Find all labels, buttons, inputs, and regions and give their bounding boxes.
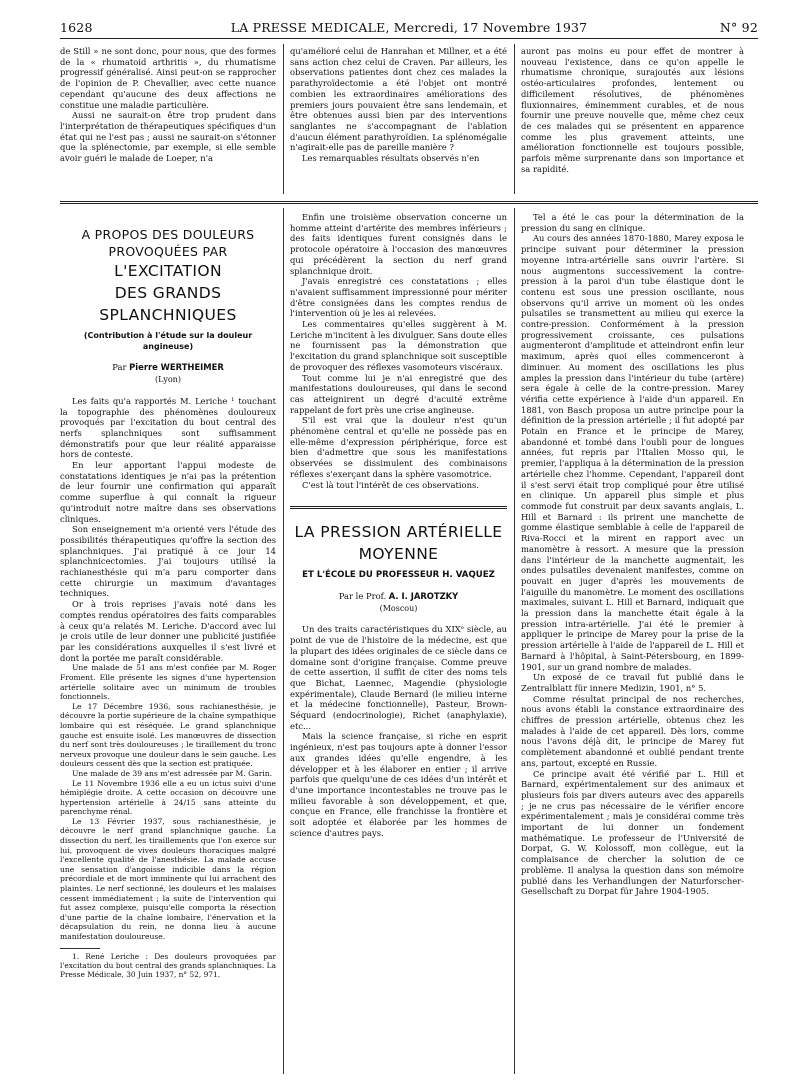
title-line: MOYENNE [358,545,439,564]
article-body-continued [521,212,744,897]
title-line: PROVOQUÉES PAR [108,244,228,259]
paragraph: Son enseignement m'a orienté vers l'étude des possibilités thérapeutiques qu'offre la section des splanchniques. J'ai pratiqué à ce jour 14 splanchnicectomies. J'ai toujours utilisé la rachianesthésie qui m'a paru comporter dans cette chirurgie un maximum d'avantages techniques. [60,524,276,599]
top-column-3 [521,46,744,196]
paragraph: C'est là tout l'intérêt de ces observations. [302,479,479,490]
paragraph: Le 11 Novembre 1936 elle a eu un ictus suivi d'une hémiplégie droite. A cette occasion on découvre une hypertension artérielle à 24/15 sans atteinte du parenchyme rénal. [60,778,276,817]
header-rule [60,38,758,39]
paragraph: En leur apportant l'appui modeste de constatations identiques je n'ai pas la prétention de leur fournir une confirmation qui apparaît comme superflue à qui connaît la rigueur qu'introduit notre maître dans ses observations cliniques. [60,460,276,524]
author-prefix: Par le Prof. [338,590,387,601]
paragraph: Mais la science française, si riche en esprit ingénieux, n'est pas toujours apte à donner l'essor aux grandes idées qu'elle engendre, à les développer et à les élaborer en entier ; il arrive parfois que quelqu'une de ces idées d'un intérêt et d'une importance incontestables ne trouve pas le milieu favorable à son développement, et que, conçue en France, elle franchisse la frontière et soit adoptée et élaborée par les hommes de science d'autres pays. [290,731,507,838]
paragraph: Au cours des années 1870-1880, Marey exposa le principe suivant pour déterminer la pression moyenne intra-artérielle sans ouvrir l'artère. Si nous augmentons successivement la contre-pression à la paroi d'un tube élastique dont le contenu est sous une pression oscillante, nous observons qu'il arrive un moment où les ondes pulsatiles se transmettent au milieu qui exerce la contre-pression. Conformément à la pression progressivement croissante, ces pulsations augmenteront d'amplitude et atteindront enfin leur maximum, après quoi elles commenceront à diminuer. Au moment des oscillations les plus amples la pression dans l'intérieur du tube (artère) sera égale à celle de la contre-pression. Marey vérifia cette expérience à l'aide d'un appareil. En 1881, von Basch proposa un autre principe pour la définition de la pression artérielle ; il fut adopté par Potain en France et le principe de Marey, abandonné et tombé dans l'oubli pour de longues années, fut repris par l'Italien Mosso qui, le premier, l'appliqua à la détermination de la pression artérielle chez l'homme. Cependant, l'appareil dont il s'est servi était trop compliqué pour être utilisé en clinique. Un appareil plus simple et plus commode fut construit par deux savants anglais, L. Hill et Barnard : ils prirent une manchette de gomme élastique semblable à celle de l'appareil de Riva-Rocci et la mirent en rapport avec un manomètre à ressort. A mesure que la pression dans l'intérieur de la manchette augmentait, les ondes pulsatiles devenaient manifestes, comme on pouvait en juger d'après les mouvements de l'aiguille du manomètre. Le moment des oscillations maximales, suivant L. Hill et Barnard, indiquait que la pression dans la manchette était égale à la pression intra-artérielle. J'ai été le premier à appliquer le principe de Marey pour la prise de la pression artérielle à l'aide de l'appareil de L. Hill et Barnard à l'hôpital, à Saint-Pétersbourg, en 1899-1901, sur un grand nombre de malades. [521,233,744,672]
article-body-continued [290,212,507,490]
author-line [60,362,276,373]
author-name: A. I. JAROTZKY [388,590,459,601]
column-divider [283,44,284,194]
running-header [60,20,758,36]
title-line: L'EXCITATION [114,262,222,280]
title-line: LA PRESSION ARTÉRIELLE [294,523,503,542]
middle-column [290,212,507,1074]
paragraph: Le 13 Février 1937, sous rachianesthésie, je découvre le nerf grand splanchnique gauche. La dissection du nerf, les tiraillements que l'on exerce sur lui, provoquent de vives douleurs thoraciques malgré l'excellente qualité de l'anesthésie. La malade accuse une sensation d'angoisse indicible dans la région précordiale et de mort imminente qui lui arrachent des plaintes. Le nerf sectionné, les douleurs et les malaises cessent immédiatement ; la suite de l'intervention qui fut assez complexe, puisqu'elle comporta la résection d'une partie de la chaîne lombaire, l'énervation et la décapsulation du rein, ne donna lieu à aucune manifestation douloureuse. [60,816,276,942]
right-column [521,212,744,1074]
paragraph: Une malade de 39 ans m'est adressée par M. Garin. [72,768,273,778]
paragraph: S'il est vrai que la douleur n'est qu'un phénomène central et qu'elle ne possède pas en elle-même d'expression périphérique, force est bien d'admettre que sous les manifestations observées se dissimulent des combinaisons réflexes s'exerçant dans la sphère vasomotrice. [290,415,507,479]
issue-number: N° 92 [719,20,758,35]
paragraph: Or à trois reprises j'avais noté dans les comptes rendus opératoires des faits comparables à ceux qu'a relatés M. Leriche. D'accord avec lui je crois utile de leur donner une publicité justifiée par les considérations auxquelles il s'est livré et dont la portée me paraît considérable. [60,599,276,663]
article-subtitle: (Contribution à l'étude sur la douleur angineuse) [83,331,253,351]
paragraph: Tel a été le cas pour la détermination de la pression du sang en clinique. [521,212,744,233]
column-divider [514,44,515,194]
paragraph: Comme résultat principal de nos recherches, nous avons établi la constance extraordinaire des chiffres de pression artérielle, obtenus chez les malades à l'aide de cet appareil. Dès lors, comme nous l'avons déjà dit, le principe de Marey fut complètement abandonné et oublié pendant trente ans, partout, excepté en Russie. [521,693,744,768]
title-line: DES GRANDS SPLANCHNIQUES [99,284,237,324]
footnote: 1. René Leriche : Des douleurs provoquées par l'excitation du bout central des grands splanchniques. La Presse Médicale, 30 Juin 1937, n° 52, 971. [60,951,276,980]
paragraph: qu'amélioré celui de Hanrahan et Millner, et a été sans action chez celui de Craven. Par ailleurs, les observations patientes dont chez ces malades la parathyroïdectomie a été l'objet ont montré combien les extraordinaires améliorations des premiers jours pouvaient être sans lendemain, et être obtenues aussi bien par des interventions sanglantes ne s'accompagnant de l'ablation d'aucun élément parathyroïdien. La splénomégalie n'agirait-elle pas de pareille manière ? [290,46,507,153]
article-title [60,226,276,352]
paragraph: Une malade de 51 ans m'est confiée par M. Roger Froment. Elle présente les signes d'une hypertension artérielle solitaire avec un minimum de troubles fonctionnels. [60,663,276,702]
section-rule [60,201,758,204]
column-divider [283,208,284,1074]
paragraph: Tout comme lui je n'ai enregistré que des manifestations douloureuses, qui dans le second cas atteignirent un degré d'acuité extrême rappelant de fort près une crise angineuse. [290,372,507,415]
paragraph: Ce principe avait été vérifié par L. Hill et Barnard, expérimentalement sur des animaux et plusieurs fois par divers auteurs avec des appareils ; je ne crus pas nécessaire de le vérifier encore expérimentalement ; mais je considérai comme très important de lui donner un fondement mathématique. Le professeur de l'Université de Dorpat, G. W. Kolossoff, mon collègue, eut la complaisance de chercher la solution de ce problème. Il analysa la question dans son mémoire publié dans les Verhandlungen der Naturforscher-Gesellschaft zu Dorpat für Jahre 1904-1905. [521,768,744,897]
paragraph: J'avais enregistré ces constatations ; elles n'avaient suffisamment impressionné pour mériter d'être consignées dans les comptes rendus de l'intervention où je les ai relevées. [290,276,507,319]
footnote-rule [60,948,100,949]
paragraph: Un exposé de ce travail fut publié dans le Zentralblatt für innere Medizin, 1901, n° 5. [521,672,744,693]
article-separator [290,506,507,509]
author-name: Pierre WERTHEIMER [129,362,224,373]
paragraph: Un des traits caractéristiques du XIXᵉ siècle, au point de vue de l'histoire de la médecine, est que la plupart des idées originales de ce siècle dans ce domaine sont d'origine française. Comme preuve de cette assertion, il suffit de citer des noms tels que Bichat, Laennec, Magendie (physiologie expérimentale), Claude Bernard (le milieu interne et la médecine fonctionnelle), Pasteur, Brown-Séquard (endocrinologie), Richet (anaphylaxie), etc... [290,624,507,731]
author-prefix: Par [112,362,127,373]
paragraph: Enfin une troisième observation concerne un homme atteint d'artérite des membres inférieurs ; des faits identiques furent consignés dans le protocole opératoire à l'occasion des manœuvres qui précédèrent la section du nerf grand splanchnique droit. [290,212,507,276]
paragraph: Les faits qu'a rapportés M. Leriche ¹ touchant la topographie des phénomènes douloureux provoqués par l'excitation du bout central des nerfs splanchniques sont suffisamment démonstratifs pour que leur réalité apparaisse hors de conteste. [60,395,276,460]
page-number: 1628 [60,20,93,35]
author-place: (Lyon) [155,375,181,385]
paragraph: auront pas moins eu pour effet de montrer à nouveau l'existence, dans ce qu'on appelle le rhumatisme chronique, surajoutés aux lésions ostéo-articulaires profondes, lentement ou difficilement résolutives, de phénomènes fluxionnaires, éminemment curables, et de nous fournir une preuve nouvelle que, même chez ceux de ces malades qui se présentent en apparence comme les plus gravement atteints, une amélioration fonctionnelle est toujours possible, parfois même surprenante dans son importance et sa rapidité. [521,46,744,174]
top-column-2 [290,46,507,196]
paragraph: Aussi ne saurait-on être trop prudent dans l'interprétation de thérapeutiques spécifiques d'un état qui ne l'est pas ; aussi ne saurait-on s'étonner que la splénectomie, par exemple, si elle semble avoir guéri le malade de Loeper, n'a [60,110,276,164]
title-line: A PROPOS DES DOULEURS [81,227,255,242]
article-title [290,521,507,581]
article-wertheimer [60,212,276,1074]
article-body [60,396,276,942]
column-divider [514,208,515,1074]
author-place: (Moscou) [379,603,418,613]
journal-title: LA PRESSE MEDICALE, Mercredi, 17 Novembre 1937 [230,20,588,35]
article-body [290,624,507,838]
paragraph: de Still » ne sont donc, pour nous, que des formes de la « rhumatoid arthritis », du rhumatisme progressif généralisé. Ainsi peut-on se rapprocher de l'opinion de P. Chevallier, avec cette nuance cependant qu'aucune des deux affections ne constitue une maladie particulière. [60,46,276,110]
paragraph: Le 17 Décembre 1936, sous rachianesthésie, je découvre la portie supérieure de la chaîne sympathique lombaire qui est réséquée. Le grand splanchnique gauche est ensuite isolé. Les manœuvres de dissection du nerf sont très douloureuses ; le tiraillement du tronc nerveux provoque une douleur dans le sein gauche. Les douleurs cessent dès que la section est pratiquée. [60,701,276,769]
paragraph: Les commentaires qu'elles suggèrent à M. Leriche m'incitent à les divulguer. Sans doute elles ne fournissent pas la démonstration que l'excitation du grand splanchnique soit susceptible de provoquer des réflexes vasomoteurs viscéraux. [290,319,507,372]
paragraph: Les remarquables résultats observés n'en [302,153,480,164]
top-column-1 [60,46,276,196]
article-subtitle: ET L'ÉCOLE DU PROFESSEUR H. VAQUEZ [302,570,495,581]
author-line [290,591,507,602]
